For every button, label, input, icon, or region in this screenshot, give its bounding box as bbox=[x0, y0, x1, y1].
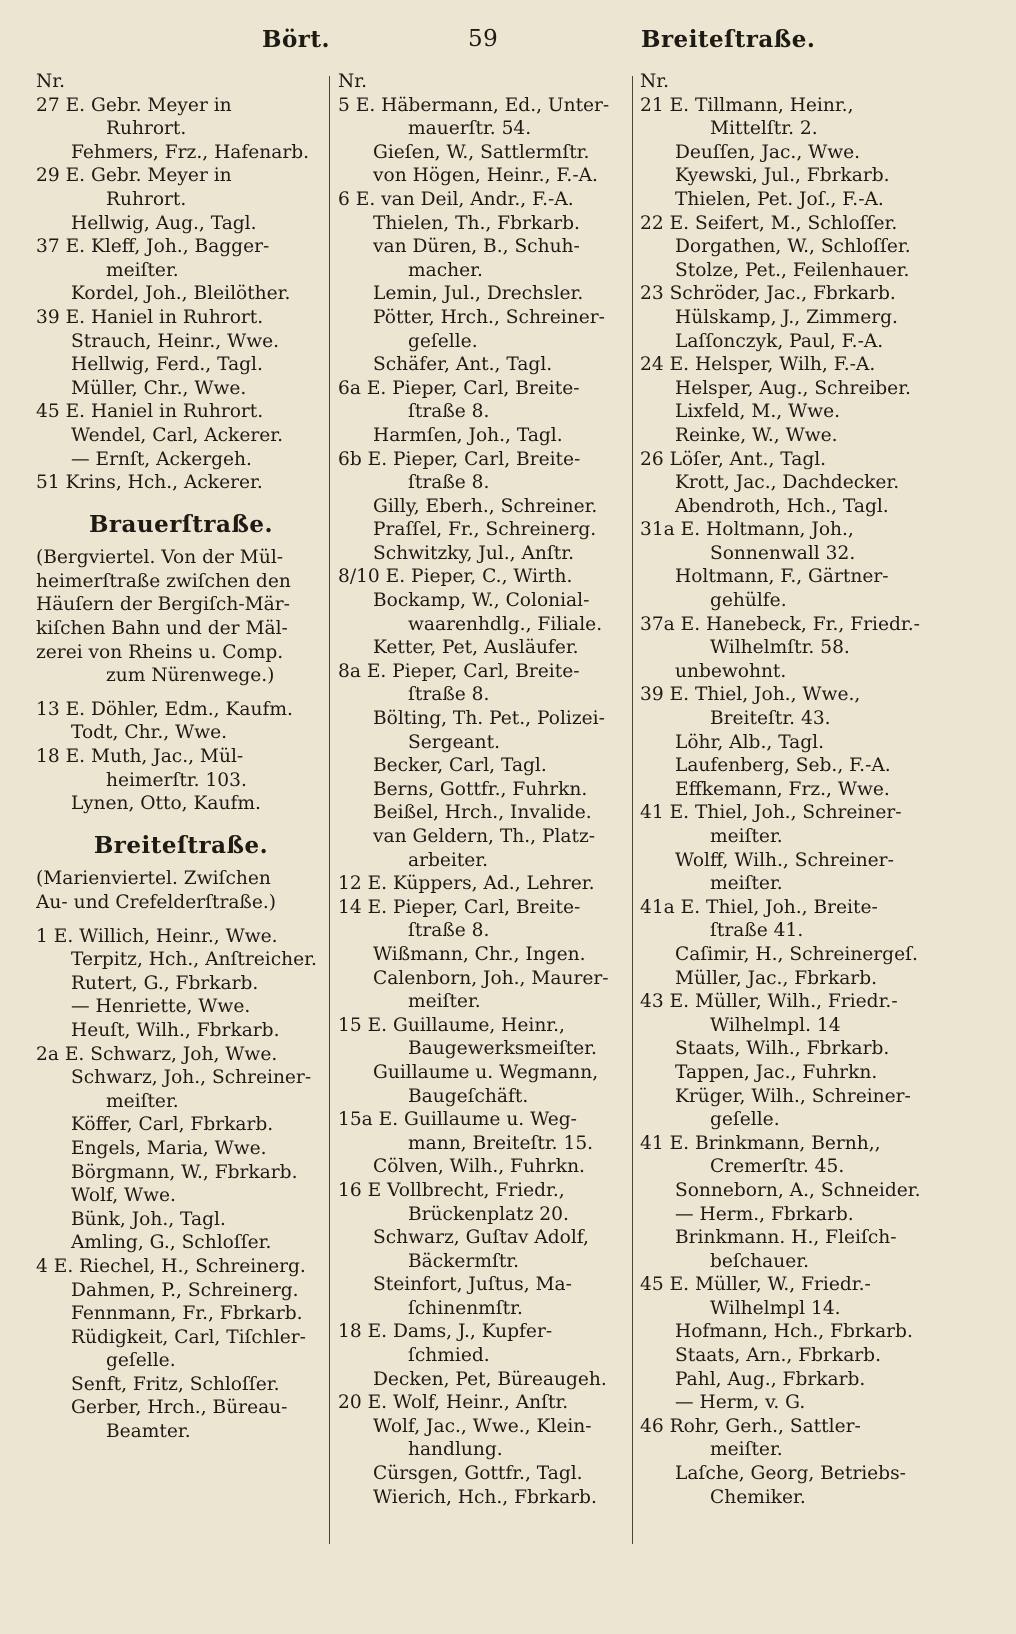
entry-line: 41a E. Thiel, Joh., Breite- bbox=[640, 896, 878, 918]
entry-continuation: Ruhrort. bbox=[106, 188, 187, 210]
entry-continuation: Cremerſtr. 45. bbox=[710, 1156, 845, 1178]
entry-continuation: Pötter, Hrch., Schreiner- bbox=[373, 306, 605, 328]
entry-continuation: van Düren, B., Schuh- bbox=[373, 236, 580, 258]
entry-continuation: Löhr, Alb., Tagl. bbox=[675, 731, 824, 753]
section-heading: Brauerſtraße. bbox=[88, 510, 274, 538]
entry-line: 45 E. Haniel in Ruhrort. bbox=[36, 401, 264, 423]
entry-line: 43 E. Müller, Wilh., Friedr.- bbox=[640, 991, 898, 1013]
entry-continuation: Wilhelmſtr. 58. bbox=[710, 637, 850, 659]
entry-line: 8/10 E. Pieper, C., Wirth. bbox=[338, 566, 573, 588]
column-divider bbox=[632, 76, 633, 1544]
entry-continuation: Laſſonczyk, Paul, F.-A. bbox=[675, 330, 884, 352]
entry-continuation: Dorgathen, W., Schloſſer. bbox=[675, 236, 911, 258]
entry-line: 21 E. Tillmann, Heinr., bbox=[640, 94, 854, 116]
entry-continuation: Müller, Jac., Fbrkarb. bbox=[675, 967, 878, 989]
entry-continuation: — Henriette, Wwe. bbox=[71, 996, 251, 1018]
entry-continuation: arbeiter. bbox=[408, 849, 489, 871]
entry-continuation: ſtraße 8. bbox=[408, 472, 490, 494]
entry-continuation: Pahl, Aug., Fbrkarb. bbox=[675, 1368, 866, 1390]
entry-continuation: Wendel, Carl, Ackerer. bbox=[71, 424, 283, 446]
entry-line: 2a E. Schwarz, Joh, Wwe. bbox=[36, 1043, 278, 1065]
entry-continuation: Breiteſtr. 43. bbox=[710, 708, 831, 730]
entry-line: 15a E. Guillaume u. Weg- bbox=[338, 1109, 577, 1131]
entry-continuation: Köffer, Carl, Fbrkarb. bbox=[71, 1114, 274, 1136]
entry-continuation: Mittelſtr. 2. bbox=[710, 118, 818, 140]
entry-continuation: — Herm, v. G. bbox=[675, 1392, 806, 1414]
entry-continuation: Brinkmann. H., Fleiſch- bbox=[675, 1227, 897, 1249]
entry-continuation: Schwarz, Joh., Schreiner- bbox=[71, 1067, 312, 1089]
entry-continuation: Senft, Fritz, Schloſſer. bbox=[71, 1373, 280, 1395]
entry-continuation: beſchauer. bbox=[710, 1250, 809, 1272]
entry-continuation: Helsper, Aug., Schreiber. bbox=[675, 377, 911, 399]
entry-line: 39 E. Haniel in Ruhrort. bbox=[36, 306, 264, 328]
entry-continuation: Todt, Chr., Wwe. bbox=[71, 722, 228, 744]
entry-continuation: Gieſen, W., Sattlermſtr. bbox=[373, 141, 590, 163]
entry-continuation: meiſter. bbox=[408, 991, 481, 1013]
entry-continuation: Decken, Pet, Büreaugeh. bbox=[373, 1368, 607, 1390]
entry-line: 18 E. Muth, Jac., Mül- bbox=[36, 746, 244, 768]
section-heading: Breiteſtraße. bbox=[93, 831, 269, 859]
entry-line: 26 Löſer, Ant., Tagl. bbox=[640, 448, 827, 470]
entry-continuation: handlung. bbox=[408, 1439, 503, 1461]
entry-continuation: meiſter. bbox=[106, 259, 179, 281]
entry-continuation: geſelle. bbox=[408, 330, 478, 352]
entry-line: Nr. bbox=[36, 71, 66, 92]
entry-line: 13 E. Döhler, Edm., Kaufm. bbox=[36, 698, 293, 720]
entry-continuation: Terpitz, Hch., Anſtreicher. bbox=[71, 949, 317, 971]
entry-continuation: Laſche, Georg, Betriebs- bbox=[675, 1463, 906, 1485]
entry-continuation: Rüdigkeit, Carl, Tiſchler- bbox=[71, 1326, 306, 1348]
entry-continuation: Gerber, Hrch., Büreau- bbox=[71, 1397, 288, 1419]
entry-continuation: Thielen, Th., Fbrkarb. bbox=[373, 212, 580, 234]
entry-continuation: Abendroth, Hch., Tagl. bbox=[675, 495, 889, 517]
entry-line: Häuſern der Bergiſch-Mär- bbox=[36, 594, 290, 616]
entry-continuation: Rutert, G., Fbrkarb. bbox=[71, 972, 259, 994]
entry-continuation: Gilly, Eberh., Schreiner. bbox=[373, 495, 598, 517]
entry-continuation: Tappen, Jac., Fuhrkn. bbox=[675, 1061, 878, 1083]
entry-line: 29 E. Gebr. Meyer in bbox=[36, 165, 232, 187]
column-divider bbox=[329, 76, 330, 1544]
entry-continuation: Caſimir, H., Schreinergeſ. bbox=[675, 943, 918, 965]
entry-line: 16 E Vollbrecht, Friedr., bbox=[338, 1179, 565, 1201]
entry-line: 41 E. Thiel, Joh., Schreiner- bbox=[640, 802, 902, 824]
entry-line: 8a E. Pieper, Carl, Breite- bbox=[338, 660, 580, 682]
entry-continuation: Schwitzky, Jul., Anſtr. bbox=[373, 542, 574, 564]
entry-continuation: macher. bbox=[408, 259, 483, 281]
entry-continuation: von Högen, Heinr., F.-A. bbox=[373, 165, 598, 187]
entry-line: 45 E. Müller, W., Friedr.- bbox=[640, 1274, 871, 1296]
entry-continuation: Holtmann, F., Gärtner- bbox=[675, 566, 889, 588]
entry-line: 18 E. Dams, J., Kupfer- bbox=[338, 1321, 553, 1343]
spacer bbox=[36, 688, 326, 698]
entry-continuation: Amling, G., Schloſſer. bbox=[71, 1232, 272, 1254]
entry-line: 5 E. Häbermann, Ed., Unter- bbox=[338, 94, 610, 116]
entry-continuation: Wilhelmpl 14. bbox=[710, 1297, 841, 1319]
entry-continuation: Börgmann, W., Fbrkarb. bbox=[71, 1161, 298, 1183]
entry-continuation: Hellwig, Ferd., Tagl. bbox=[71, 354, 263, 376]
spacer bbox=[36, 915, 326, 925]
entry-continuation: Baugeſchäft. bbox=[408, 1085, 529, 1107]
entry-line: 51 Krins, Hch., Ackerer. bbox=[36, 472, 263, 494]
entry-continuation: meiſter. bbox=[106, 1090, 179, 1112]
entry-continuation: Kordel, Joh., Bleilöther. bbox=[71, 283, 291, 305]
entry-line: Nr. bbox=[640, 71, 670, 92]
entry-continuation: Hülskamp, J., Zimmerg. bbox=[675, 306, 898, 328]
entry-line: 6b E. Pieper, Carl, Breite- bbox=[338, 448, 581, 470]
entry-continuation: Sergeant. bbox=[408, 731, 500, 753]
page-number: 59 bbox=[468, 26, 499, 52]
entry-continuation: Harmſen, Joh., Tagl. bbox=[373, 424, 563, 446]
entry-continuation: zum Nürenwege.) bbox=[106, 665, 275, 687]
entry-continuation: meiſter. bbox=[710, 1439, 783, 1461]
entry-line: 22 E. Seifert, M., Schloſſer. bbox=[640, 212, 898, 234]
entry-continuation: Hellwig, Aug., Tagl. bbox=[71, 212, 257, 234]
entry-line: 4 E. Riechel, H., Schreinerg. bbox=[36, 1255, 306, 1277]
entry-continuation: — Ernſt, Ackergeh. bbox=[71, 448, 252, 470]
entry-continuation: Staats, Arn., Fbrkarb. bbox=[675, 1345, 881, 1367]
entry-continuation: Bäckermſtr. bbox=[408, 1250, 520, 1272]
entry-continuation: Sonneborn, A., Schneider. bbox=[675, 1179, 921, 1201]
entry-continuation: heimerſtr. 103. bbox=[106, 769, 247, 791]
entry-line: 39 E. Thiel, Joh., Wwe., bbox=[640, 684, 861, 706]
entry-continuation: Calenborn, Joh., Maurer- bbox=[373, 967, 609, 989]
entry-continuation: ſtraße 8. bbox=[408, 401, 490, 423]
entry-line: 6a E. Pieper, Carl, Breite- bbox=[338, 377, 580, 399]
entry-continuation: Ketter, Pet, Ausläufer. bbox=[373, 637, 579, 659]
entry-continuation: Wolf, Jac., Wwe., Klein- bbox=[373, 1415, 592, 1437]
entry-continuation: Kyewski, Jul., Fbrkarb. bbox=[675, 165, 890, 187]
entry-line: 24 E. Helsper, Wilh, F.-A. bbox=[640, 354, 876, 376]
entry-continuation: Reinke, W., Wwe. bbox=[675, 424, 838, 446]
entry-line: zerei von Rheins u. Comp. bbox=[36, 641, 284, 663]
entry-continuation: Stolze, Pet., Feilenhauer. bbox=[675, 259, 910, 281]
entry-continuation: geſelle. bbox=[106, 1350, 176, 1372]
entry-continuation: Cölven, Wilh., Fuhrkn. bbox=[373, 1156, 585, 1178]
entry-continuation: Sonnenwall 32. bbox=[710, 542, 856, 564]
entry-continuation: Wilhelmpl. 14 bbox=[710, 1014, 841, 1036]
entry-continuation: ſchinenmſtr. bbox=[408, 1297, 523, 1319]
header-left-keyword: Bört. bbox=[262, 26, 331, 53]
entry-continuation: Krüger, Wilh., Schreiner- bbox=[675, 1085, 911, 1107]
entry-continuation: Schwarz, Guſtav Adolf, bbox=[373, 1227, 589, 1249]
entry-continuation: ſtraße 8. bbox=[408, 920, 490, 942]
entry-continuation: Wolf, Wwe. bbox=[71, 1185, 176, 1207]
entry-line: 6 E. van Deil, Andr., F.-A. bbox=[338, 188, 574, 210]
entry-line: 31a E. Holtmann, Joh., bbox=[640, 519, 854, 541]
entry-continuation: Becker, Carl, Tagl. bbox=[373, 755, 547, 777]
entry-continuation: ſtraße 41. bbox=[710, 920, 804, 942]
entry-continuation: Lynen, Otto, Kaufm. bbox=[71, 793, 261, 815]
entry-continuation: meiſter. bbox=[710, 873, 783, 895]
entry-line: (Marienviertel. Zwiſchen bbox=[36, 868, 271, 890]
entry-continuation: Hofmann, Hch., Fbrkarb. bbox=[675, 1321, 913, 1343]
entry-continuation: Laufenberg, Seb., F.-A. bbox=[675, 755, 891, 777]
entry-line: 27 E. Gebr. Meyer in bbox=[36, 94, 232, 116]
entry-continuation: Staats, Wilh., Fbrkarb. bbox=[675, 1038, 890, 1060]
entry-continuation: Guillaume u. Wegmann, bbox=[373, 1061, 599, 1083]
entry-line: 12 E. Küppers, Ad., Lehrer. bbox=[338, 873, 595, 895]
entry-line: 20 E. Wolf, Heinr., Anſtr. bbox=[338, 1392, 569, 1414]
entry-continuation: Lixfeld, M., Wwe. bbox=[675, 401, 841, 423]
column-left bbox=[36, 70, 326, 1444]
entry-continuation: mann, Breiteſtr. 15. bbox=[408, 1132, 594, 1154]
entry-continuation: Müller, Chr., Wwe. bbox=[71, 377, 247, 399]
entry-continuation: ſtraße 8. bbox=[408, 684, 490, 706]
entry-continuation: Steinfort, Juſtus, Ma- bbox=[373, 1274, 572, 1296]
entry-continuation: Thielen, Pet. Joſ., F.-A. bbox=[675, 188, 884, 210]
entry-continuation: Chemiker. bbox=[710, 1486, 806, 1508]
entry-continuation: Beamter. bbox=[106, 1421, 191, 1443]
entry-continuation: gehülfe. bbox=[710, 590, 787, 612]
entry-continuation: Engels, Maria, Wwe. bbox=[71, 1137, 267, 1159]
entry-line: kiſchen Bahn und der Mäl- bbox=[36, 618, 288, 640]
entry-continuation: Heuſt, Wilh., Fbrkarb. bbox=[71, 1019, 280, 1041]
entry-line: 46 Rohr, Gerh., Sattler- bbox=[640, 1415, 861, 1437]
entry-continuation: Cürsgen, Gottfr., Tagl. bbox=[373, 1463, 583, 1485]
entry-continuation: Fennmann, Fr., Fbrkarb. bbox=[71, 1303, 303, 1325]
entry-line: 23 Schröder, Jac., Fbrkarb. bbox=[640, 283, 896, 305]
entry-continuation: Effkemann, Frz., Wwe. bbox=[675, 778, 890, 800]
entry-continuation: — Herm., Fbrkarb. bbox=[675, 1203, 854, 1225]
entry-line: 37a E. Hanebeck, Fr., Friedr.- bbox=[640, 613, 920, 635]
entry-continuation: Fehmers, Frz., Hafenarb. bbox=[71, 141, 310, 163]
entry-continuation: Praſſel, Fr., Schreinerg. bbox=[373, 519, 597, 541]
entry-line: 15 E. Guillaume, Heinr., bbox=[338, 1014, 565, 1036]
entry-continuation: Bockamp, W., Colonial- bbox=[373, 590, 590, 612]
entry-line: 37 E. Kleff, Joh., Bagger- bbox=[36, 236, 270, 258]
entry-continuation: Beißel, Hrch., Invalide. bbox=[373, 802, 592, 824]
entry-continuation: Dahmen, P., Schreinerg. bbox=[71, 1279, 299, 1301]
entry-continuation: Strauch, Heinr., Wwe. bbox=[71, 330, 280, 352]
header-right-keyword: Breiteſtraße. bbox=[641, 26, 816, 53]
entry-continuation: meiſter. bbox=[710, 826, 783, 847]
entry-continuation: Wißmann, Chr., Ingen. bbox=[373, 943, 586, 965]
entry-continuation: Bölting, Th. Pet., Polizei- bbox=[373, 708, 605, 730]
entry-line: heimerſtraße zwiſchen den bbox=[36, 570, 291, 592]
column-middle bbox=[338, 70, 630, 1509]
entry-continuation: van Geldern, Th., Platz- bbox=[373, 826, 596, 847]
entry-continuation: unbewohnt. bbox=[675, 660, 787, 682]
entry-continuation: mauerſtr. 54. bbox=[408, 118, 532, 140]
entry-line: 14 E. Pieper, Carl, Breite- bbox=[338, 896, 581, 918]
entry-continuation: Lemin, Jul., Drechsler. bbox=[373, 283, 584, 305]
entry-continuation: Bünk, Joh., Tagl. bbox=[71, 1208, 226, 1230]
entry-line: (Bergviertel. Von der Mül- bbox=[36, 547, 284, 569]
entry-continuation: Wierich, Hch., Fbrkarb. bbox=[373, 1486, 597, 1508]
entry-line: 1 E. Willich, Heinr., Wwe. bbox=[36, 925, 278, 947]
entry-line: Au- und Crefelderſtraße.) bbox=[36, 892, 277, 913]
entry-line: Nr. bbox=[338, 71, 368, 92]
entry-continuation: geſelle. bbox=[710, 1109, 780, 1131]
entry-continuation: Wolff, Wilh., Schreiner- bbox=[675, 849, 894, 871]
entry-continuation: Baugewerksmeiſter. bbox=[408, 1038, 597, 1060]
entry-continuation: Deuſſen, Jac., Wwe. bbox=[675, 141, 861, 163]
column-right bbox=[640, 70, 940, 1509]
entry-continuation: Ruhrort. bbox=[106, 118, 187, 140]
entry-continuation: ſchmied. bbox=[408, 1345, 490, 1367]
entry-continuation: Berns, Gottfr., Fuhrkn. bbox=[373, 778, 588, 800]
entry-continuation: waarenhdlg., Filiale. bbox=[408, 613, 603, 635]
entry-line: 41 E. Brinkmann, Bernh,, bbox=[640, 1132, 881, 1154]
entry-continuation: Krott, Jac., Dachdecker. bbox=[675, 472, 900, 494]
entry-continuation: Schäfer, Ant., Tagl. bbox=[373, 354, 553, 376]
entry-continuation: Brückenplatz 20. bbox=[408, 1203, 569, 1225]
